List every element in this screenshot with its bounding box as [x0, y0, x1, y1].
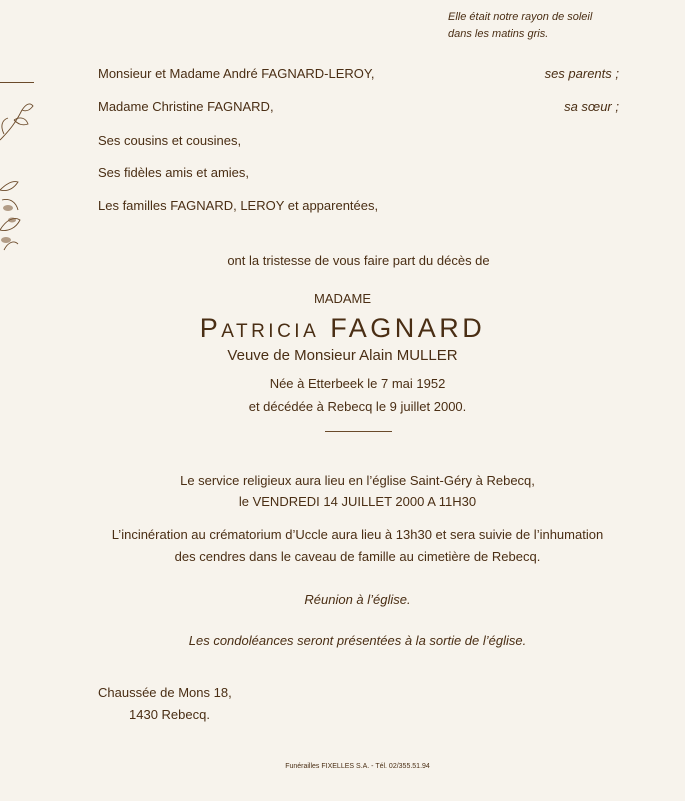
deceased-title: MADAME: [313, 291, 372, 306]
birth-line: Née à Etterbeek le 7 mai 1952: [269, 376, 446, 391]
service-line-2: le VENDREDI 14 JUILLET 2000 A 11H30: [238, 494, 477, 509]
family-role-1: ses parents ;: [544, 66, 619, 81]
epigraph-line-1: Elle était notre rayon de soleil: [448, 11, 593, 23]
family-member-2: Madame Christine FAGNARD,: [98, 99, 274, 114]
death-line: et décédée à Rebecq le 9 juillet 2000.: [248, 399, 467, 414]
announcement: ont la tristesse de vous faire part du décès de: [227, 253, 490, 268]
incineration-line-1: L’incinération au crématorium d’Uccle aura lieu à 13h30 et sera suivie de l’inhumation: [111, 527, 604, 542]
service-line-1: Le service religieux aura lieu en l’église Saint-Géry à Rebecq,: [180, 473, 535, 488]
epigraph: [448, 9, 592, 43]
address-city: 1430 Rebecq.: [129, 707, 210, 722]
family-role-2: sa sœur ;: [564, 99, 619, 114]
divider: [325, 431, 392, 432]
widow-of: Veuve de Monsieur Alain MULLER: [227, 347, 458, 364]
family-member-3: Ses cousins et cousines,: [98, 133, 242, 148]
family-member-4: Ses fidèles amis et amies,: [98, 165, 250, 180]
deceased-name: Patricia FAGNARD: [199, 313, 486, 343]
family-member-1: Monsieur et Madame André FAGNARD-LEROY,: [98, 66, 375, 81]
flower-sprig-icon: [0, 80, 34, 270]
address-street: Chaussée de Mons 18,: [98, 685, 232, 700]
incineration-line-2: des cendres dans le caveau de famille au cimetière de Rebecq.: [174, 549, 541, 564]
family-member-5: Les familles FAGNARD, LEROY et apparentées,: [98, 198, 379, 213]
meeting-note: Réunion à l’église.: [304, 592, 411, 607]
condolences-note: Les condoléances seront présentées à la sortie de l’église.: [188, 633, 527, 648]
footer-funeral-home: Funérailles FIXELLES S.A. - Tél. 02/355.51.94: [285, 763, 430, 770]
epigraph-line-2: dans les matins gris.: [448, 28, 549, 40]
